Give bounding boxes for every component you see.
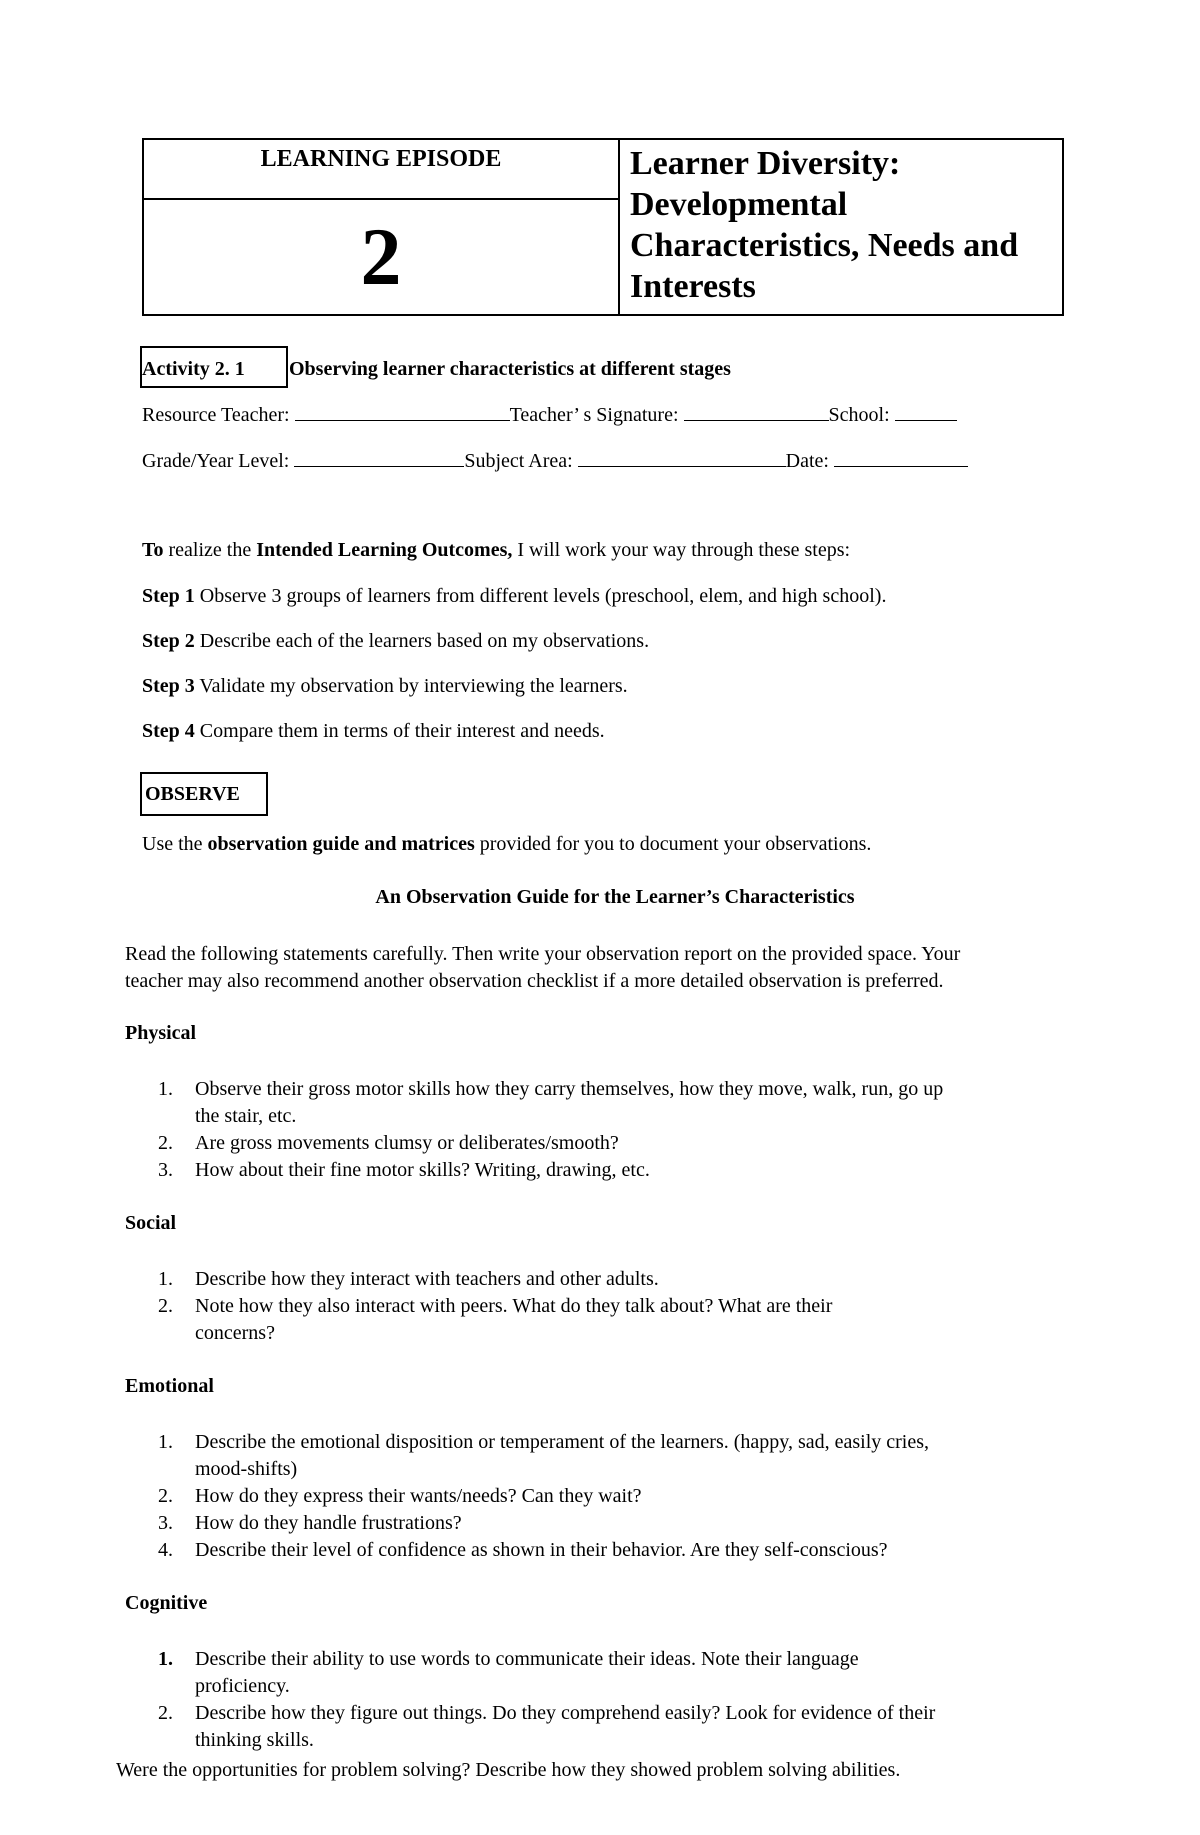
episode-title-line: Developmental: [630, 186, 848, 223]
activity-label: Activity 2. 1: [142, 358, 245, 380]
item-number: 2.: [158, 1132, 173, 1154]
episode-title-line: Characteristics, Needs and: [630, 227, 1019, 264]
social-list: [125, 1266, 1085, 1347]
emotional-list: [125, 1429, 1085, 1564]
physical-list: [125, 1076, 1085, 1184]
step-text: Observe 3 groups of learners from different levels (preschool, elem, and high school).: [194, 585, 887, 607]
item-line: How about their fine motor skills? Writing, drawing, etc.: [195, 1159, 650, 1181]
item-line: mood-shifts): [195, 1458, 298, 1480]
item-number: 1.: [158, 1648, 173, 1670]
instruction-line-2: teacher may also recommend another observation checklist if a more detailed observation is preferred.: [125, 970, 944, 992]
step-label: Step 2: [142, 630, 195, 652]
step-1: [142, 584, 886, 608]
episode-label: LEARNING EPISODE: [144, 140, 618, 200]
item-line: Note how they also interact with peers. What do they talk about? What are their: [195, 1295, 833, 1317]
episode-title: [620, 140, 1062, 314]
subject-area-blank[interactable]: [578, 448, 786, 467]
subject-area-label: Subject Area:: [464, 450, 578, 472]
resource-teacher-blank[interactable]: [295, 402, 510, 421]
list-item: [125, 1157, 1085, 1184]
item-number: 4.: [158, 1539, 173, 1561]
item-line: Describe their level of confidence as shown in their behavior. Are they self-conscious?: [195, 1539, 888, 1561]
section-title-cognitive: Cognitive: [125, 1592, 208, 1614]
intro-ilo: Intended Learning Outcomes,: [256, 539, 513, 561]
school-blank[interactable]: [895, 402, 957, 421]
resource-teacher-label: Resource Teacher:: [142, 404, 295, 426]
list-item: [125, 1076, 1085, 1130]
intro-to: To: [142, 539, 164, 561]
form-row-2: [142, 448, 968, 473]
step-text: Validate my observation by interviewing the learners.: [194, 675, 628, 697]
episode-title-line: Learner Diversity:: [630, 145, 901, 182]
teacher-signature-label: Teacher’ s Signature:: [509, 404, 684, 426]
observe-box: OBSERVE: [140, 772, 268, 816]
list-item: [125, 1130, 1085, 1157]
observe-use-post: provided for you to document your observations.: [474, 833, 872, 855]
item-line: thinking skills.: [195, 1729, 314, 1751]
item-line: Are gross movements clumsy or deliberates/smooth?: [195, 1132, 619, 1154]
guide-title: An Observation Guide for the Learner’s Characteristics: [375, 886, 855, 908]
list-item: [125, 1537, 1085, 1564]
section-title-emotional: Emotional: [125, 1375, 214, 1397]
list-item: [125, 1293, 1085, 1347]
item-line: Observe their gross motor skills how they carry themselves, how they move, walk, run, go up: [195, 1078, 944, 1100]
step-3: [142, 674, 628, 698]
intro-rest: I will work your way through these steps:: [512, 539, 851, 561]
intro-line: [142, 538, 850, 562]
step-2: [142, 629, 649, 653]
cognitive-list: [125, 1646, 1085, 1754]
section-title-social: Social: [125, 1212, 177, 1234]
item-line: Describe their ability to use words to communicate their ideas. Note their language: [195, 1648, 859, 1670]
item-line: the stair, etc.: [195, 1105, 297, 1127]
list-item: [125, 1700, 1085, 1754]
item-number: 2.: [158, 1485, 173, 1507]
observe-use-bold: observation guide and matrices: [207, 833, 475, 855]
list-item: [125, 1510, 1085, 1537]
item-number: 3.: [158, 1512, 173, 1534]
intro-realize: realize the: [163, 539, 257, 561]
date-blank[interactable]: [834, 448, 968, 467]
episode-left-column: [144, 140, 620, 314]
item-number: 1.: [158, 1268, 173, 1290]
instruction-line-1: Read the following statements carefully. Then write your observation report on the provided space. Your: [125, 943, 961, 965]
item-line: Describe how they figure out things. Do they comprehend easily? Look for evidence of their: [195, 1702, 936, 1724]
item-line: concerns?: [195, 1322, 275, 1344]
item-line: Describe how they interact with teachers and other adults.: [195, 1268, 659, 1290]
item-number: 1.: [158, 1431, 173, 1453]
list-item: [125, 1483, 1085, 1510]
list-item: [125, 1646, 1085, 1700]
observe-use-pre: Use the: [142, 833, 208, 855]
activity-title: Observing learner characteristics at different stages: [289, 358, 731, 380]
item-number: 3.: [158, 1159, 173, 1181]
step-label: Step 1: [142, 585, 195, 607]
item-line: proficiency.: [195, 1675, 290, 1697]
item-number: 2.: [158, 1295, 173, 1317]
episode-number: 2: [360, 211, 402, 302]
grade-level-blank[interactable]: [294, 448, 464, 467]
form-row-1: [142, 402, 957, 427]
step-text: Compare them in terms of their interest and needs.: [194, 720, 605, 742]
episode-header-table: [142, 138, 1064, 316]
list-item: [125, 1266, 1085, 1293]
item-number: 1.: [158, 1078, 173, 1100]
teacher-signature-blank[interactable]: [684, 402, 829, 421]
observe-instruction: [142, 832, 871, 856]
closing-question: Were the opportunities for problem solving? Describe how they showed problem solving abilities.: [116, 1759, 901, 1781]
date-label: Date:: [785, 450, 834, 472]
step-label: Step 4: [142, 720, 195, 742]
step-text: Describe each of the learners based on my observations.: [194, 630, 650, 652]
episode-title-line: Interests: [630, 268, 756, 305]
item-line: How do they express their wants/needs? Can they wait?: [195, 1485, 642, 1507]
item-number: 2.: [158, 1702, 173, 1724]
item-line: Describe the emotional disposition or temperament of the learners. (happy, sad, easily cries,: [195, 1431, 930, 1453]
list-item: [125, 1429, 1085, 1483]
step-label: Step 3: [142, 675, 195, 697]
school-label: School:: [828, 404, 895, 426]
item-line: How do they handle frustrations?: [195, 1512, 462, 1534]
grade-level-label: Grade/Year Level:: [142, 450, 295, 472]
section-title-physical: Physical: [125, 1022, 197, 1044]
step-4: [142, 719, 605, 743]
